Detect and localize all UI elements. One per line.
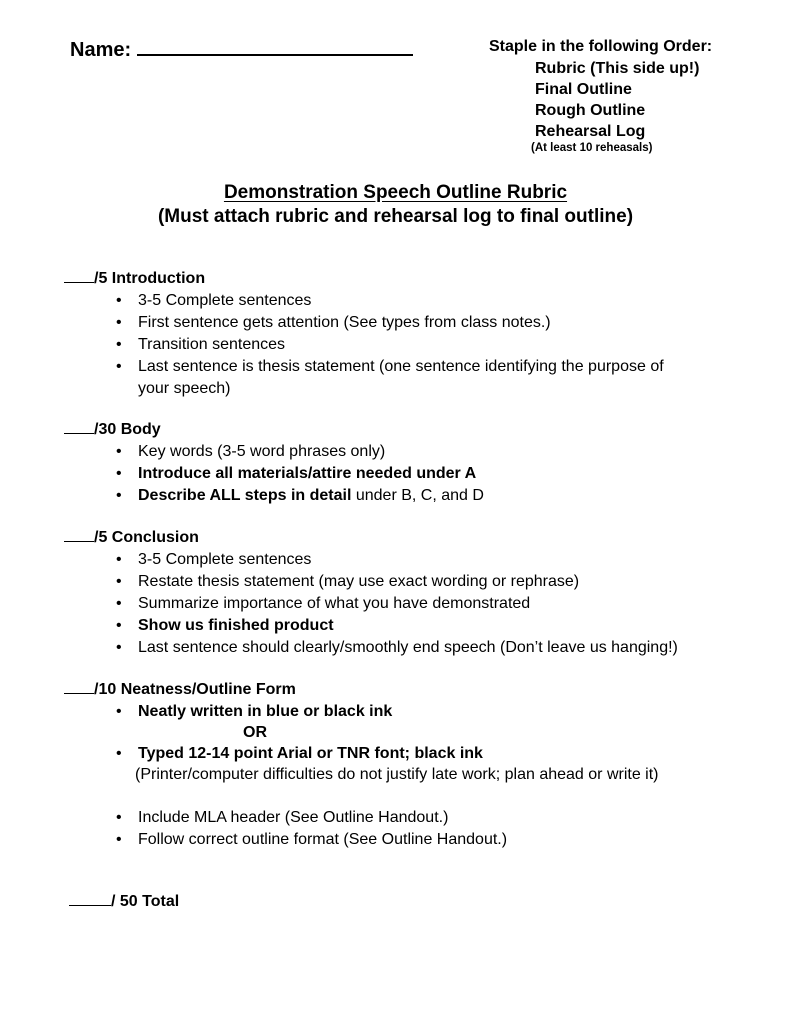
score-blank bbox=[69, 893, 111, 906]
score-blank bbox=[64, 529, 94, 542]
list-item: • Last sentence should clearly/smoothly end speech (Don’t leave us hanging!) bbox=[116, 639, 678, 656]
list-item-continuation: your speech) bbox=[138, 380, 231, 397]
total-score: / 50 Total bbox=[69, 893, 179, 911]
section-neatness-heading: /10 Neatness/Outline Form bbox=[64, 681, 296, 699]
list-item: • First sentence gets attention (See types from class notes.) bbox=[116, 314, 551, 331]
section-body-heading: /30 Body bbox=[64, 421, 161, 439]
list-item: • 3-5 Complete sentences bbox=[116, 292, 312, 309]
name-field bbox=[70, 36, 413, 62]
list-item: • Follow correct outline format (See Outline Handout.) bbox=[116, 831, 508, 848]
or-separator: OR bbox=[243, 724, 267, 741]
section-conclusion-heading: /5 Conclusion bbox=[64, 529, 199, 547]
score-blank bbox=[64, 681, 94, 694]
staple-item-rehearsal-log: Rehearsal Log bbox=[535, 123, 646, 140]
staple-item-rubric: Rubric (This side up!) bbox=[535, 60, 700, 77]
section-introduction-heading: /5 Introduction bbox=[64, 270, 205, 288]
name-label: Name: bbox=[70, 39, 132, 61]
list-item: • Neatly written in blue or black ink bbox=[116, 703, 393, 720]
staple-item-final-outline: Final Outline bbox=[535, 81, 632, 98]
list-item: • Show us finished product bbox=[116, 617, 334, 634]
list-item: • Key words (3-5 word phrases only) bbox=[116, 443, 386, 460]
list-item: • Introduce all materials/attire needed under A bbox=[116, 465, 477, 482]
list-item: • Restate thesis statement (may use exact wording or rephrase) bbox=[116, 573, 580, 590]
page-title: Demonstration Speech Outline Rubric bbox=[223, 182, 568, 203]
list-item: • 3-5 Complete sentences bbox=[116, 551, 312, 568]
list-item: • Typed 12-14 point Arial or TNR font; black ink bbox=[116, 745, 483, 762]
page-subtitle: (Must attach rubric and rehearsal log to final outline) bbox=[157, 206, 634, 227]
list-item: • Summarize importance of what you have demonstrated bbox=[116, 595, 531, 612]
staple-item-rough-outline: Rough Outline bbox=[535, 102, 646, 119]
name-blank bbox=[137, 36, 413, 56]
list-item: • Include MLA header (See Outline Handout.) bbox=[116, 809, 449, 826]
typed-note: (Printer/computer difficulties do not justify late work; plan ahead or write it) bbox=[135, 766, 659, 783]
staple-note: (At least 10 reheasals) bbox=[531, 142, 653, 154]
score-blank bbox=[64, 421, 94, 434]
list-item: • Last sentence is thesis statement (one sentence identifying the purpose of bbox=[116, 358, 664, 375]
score-blank bbox=[64, 270, 94, 283]
staple-heading: Staple in the following Order: bbox=[489, 38, 713, 55]
list-item: • Transition sentences bbox=[116, 336, 286, 353]
list-item: • Describe ALL steps in detail under B, C, and D bbox=[116, 487, 484, 504]
